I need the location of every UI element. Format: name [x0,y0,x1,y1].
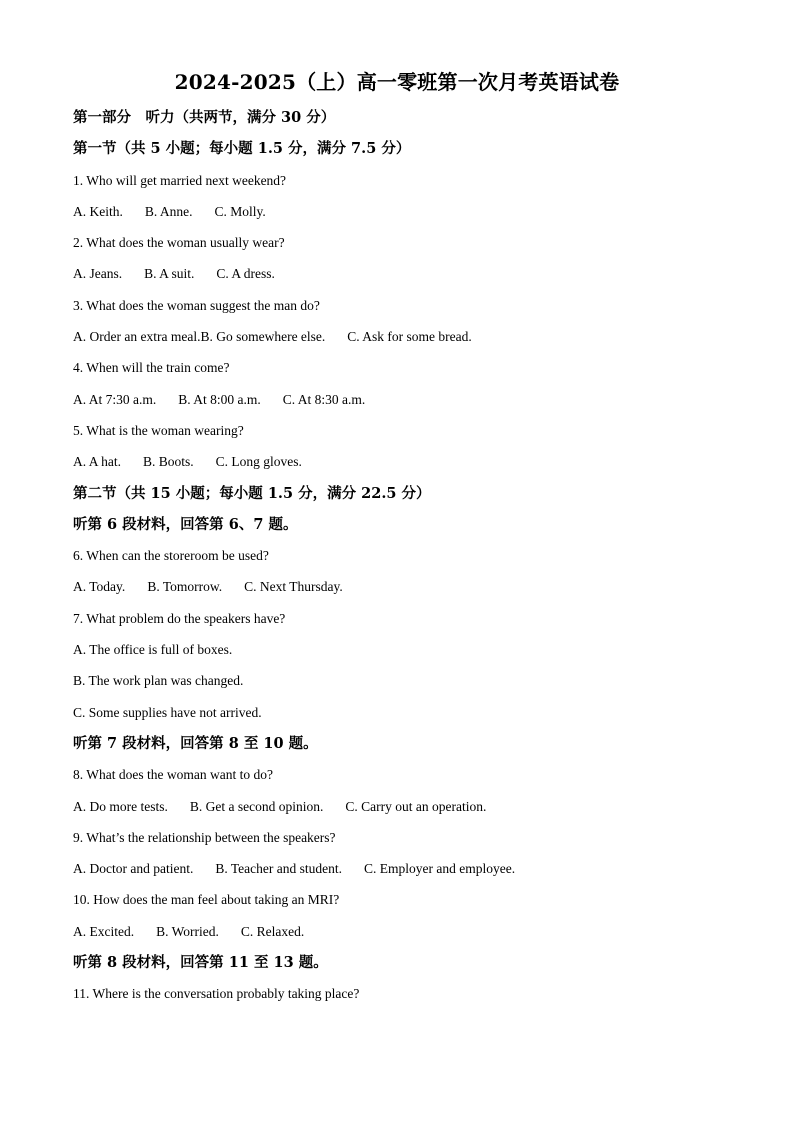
option-6a: A. Today. [73,579,126,595]
section1-heading: 第一节（共 5 小题；每小题 1.5 分，满分 7.5 分） [73,140,411,158]
options-10 [73,921,753,952]
section2-heading: 第二节（共 15 小题；每小题 1.5 分，满分 22.5 分） [73,484,431,502]
question-9: 9. What’s the relationship between the speakers? [73,829,336,845]
option-2c: C. A dress. [216,266,275,282]
option-4b: B. At 8:00 a.m. [178,391,261,407]
options-3 [73,326,753,357]
option-9a: A. Doctor and patient. [73,861,194,877]
question-4: 4. When will the train come? [73,360,230,376]
option-6c: C. Next Thursday. [244,579,343,595]
options-1 [73,201,753,232]
option-3b: B. Go somewhere else. [200,329,326,345]
options-4 [73,389,753,420]
question-1: 1. Who will get married next weekend? [73,172,287,188]
option-7c: C. Some supplies have not arrived. [73,704,262,720]
option-10a: A. Excited. [73,923,135,939]
options-2 [73,263,753,294]
option-3a: A. Order an extra meal. [73,329,201,345]
question-10: 10. How does the man feel about taking an MRI? [73,892,340,908]
option-7b: B. The work plan was changed. [73,673,244,689]
part-heading: 第一部分 听力（共两节，满分 30 分） [73,109,336,126]
option-10b: B. Worried. [156,923,219,939]
option-2b: B. A suit. [144,266,195,282]
option-5b: B. Boots. [143,454,194,470]
options-9 [73,858,753,889]
option-7a: A. The office is full of boxes. [73,642,233,658]
question-2: 2. What does the woman usually wear? [73,235,285,251]
option-1b: B. Anne. [144,203,193,219]
option-8b: B. Get a second opinion. [189,798,324,814]
option-2a: A. Jeans. [73,266,123,282]
option-8a: A. Do more tests. [73,798,168,814]
option-5a: A. A hat. [73,454,122,470]
options-8 [73,796,753,827]
option-8c: C. Carry out an operation. [345,798,487,814]
passage7-heading: 听第 7 段材料，回答第 8 至 10 题。 [73,734,318,752]
passage6-heading: 听第 6 段材料，回答第 6、7 题。 [73,515,298,533]
question-8: 8. What does the woman want to do? [73,767,273,783]
option-9b: B. Teacher and student. [215,861,342,877]
question-5: 5. What is the woman wearing? [73,422,244,438]
option-3c: C. Ask for some bread. [347,329,472,345]
option-1a: A. Keith. [73,203,123,219]
options-5 [73,451,753,482]
exam-title: 2024-2025（上）高一零班第一次月考英语试卷 [174,70,620,94]
question-7: 7. What problem do the speakers have? [73,610,286,626]
exam-body [73,107,753,1015]
option-5c: C. Long gloves. [215,454,302,470]
options-6 [73,576,753,607]
question-11: 11. Where is the conversation probably taking place? [73,986,360,1002]
option-9c: C. Employer and employee. [364,861,516,877]
option-4a: A. At 7:30 a.m. [73,391,157,407]
question-6: 6. When can the storeroom be used? [73,548,269,564]
option-4c: C. At 8:30 a.m. [282,391,366,407]
option-10c: C. Relaxed. [240,923,305,939]
passage8-heading: 听第 8 段材料，回答第 11 至 13 题。 [73,954,328,972]
question-3: 3. What does the woman suggest the man do? [73,297,320,313]
option-6b: B. Tomorrow. [147,579,223,595]
option-1c: C. Molly. [214,203,266,219]
